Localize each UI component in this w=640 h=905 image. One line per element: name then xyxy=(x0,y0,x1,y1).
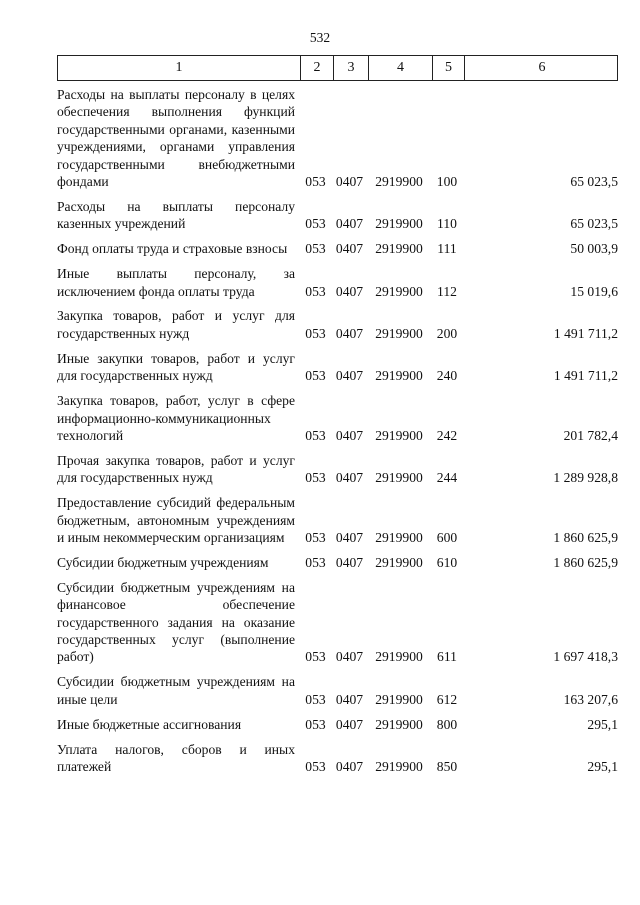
row-description: Закупка товаров, работ и услуг для государственных нужд xyxy=(57,308,295,341)
row-expense-type: 112 xyxy=(437,283,457,299)
row-expense-type: 240 xyxy=(436,368,458,384)
row-target-code: 2919900 xyxy=(375,758,423,774)
row-target-code: 2919900 xyxy=(375,427,423,443)
row-section-code: 0407 xyxy=(335,174,364,190)
row-description: Фонд оплаты труда и страховые взносы xyxy=(57,241,288,257)
row-amount: 1 491 711,2 xyxy=(553,368,618,384)
row-section-code: 0407 xyxy=(335,716,364,732)
row-expense-type: 600 xyxy=(436,529,458,545)
table-row xyxy=(57,86,618,190)
row-section-code: 0407 xyxy=(335,283,364,299)
row-amount: 1 860 625,9 xyxy=(553,529,618,545)
row-section-code: 0407 xyxy=(335,470,364,486)
row-description: Закупка товаров, работ, услуг в сфере информационно-коммуникационных технологий xyxy=(57,393,295,443)
row-target-code: 2919900 xyxy=(375,554,423,570)
row-ministry-code: 053 xyxy=(305,283,326,299)
row-expense-type: 850 xyxy=(436,758,458,774)
table-body xyxy=(57,86,618,783)
row-ministry-code: 053 xyxy=(305,716,326,732)
row-section-code: 0407 xyxy=(335,216,364,232)
table-row xyxy=(57,494,618,546)
row-section-code: 0407 xyxy=(335,691,364,707)
row-target-code: 2919900 xyxy=(375,325,423,341)
header-col-4: 4 xyxy=(368,56,432,80)
row-amount: 1 697 418,3 xyxy=(553,649,618,665)
row-expense-type: 100 xyxy=(436,174,458,190)
row-description: Субсидии бюджетным учреждениям на финансовое обеспечение государственного задания на оказание государственных услуг (выполнение работ) xyxy=(57,579,295,665)
row-target-code: 2919900 xyxy=(375,368,423,384)
row-description: Субсидии бюджетным учреждениям xyxy=(57,554,269,570)
table-row xyxy=(57,350,618,385)
row-description: Прочая закупка товаров, работ и услуг для государственных нужд xyxy=(57,452,295,486)
row-description: Иные закупки товаров, работ и услуг для государственных нужд xyxy=(57,350,295,384)
row-target-code: 2919900 xyxy=(375,216,423,232)
table-row xyxy=(57,392,618,444)
row-amount: 163 207,6 xyxy=(563,691,618,707)
row-description: Расходы на выплаты персоналу казенных учреждений xyxy=(57,198,295,232)
row-amount: 295,1 xyxy=(587,716,618,732)
table-row xyxy=(57,265,618,300)
row-section-code: 0407 xyxy=(335,529,364,545)
row-ministry-code: 053 xyxy=(305,554,326,570)
row-expense-type: 244 xyxy=(436,470,458,486)
row-section-code: 0407 xyxy=(335,325,364,341)
row-expense-type: 611 xyxy=(437,649,457,665)
row-section-code: 0407 xyxy=(335,758,364,774)
header-col-2: 2 xyxy=(300,56,333,80)
row-ministry-code: 053 xyxy=(305,691,326,707)
row-expense-type: 110 xyxy=(437,216,457,232)
row-ministry-code: 053 xyxy=(305,325,326,341)
header-col-5: 5 xyxy=(432,56,464,80)
page-number: 532 xyxy=(309,30,331,45)
row-amount: 1 289 928,8 xyxy=(553,470,618,486)
row-target-code: 2919900 xyxy=(375,529,423,545)
row-expense-type: 200 xyxy=(436,325,458,341)
row-ministry-code: 053 xyxy=(305,470,326,486)
row-target-code: 2919900 xyxy=(375,241,423,257)
table-row xyxy=(57,240,618,257)
row-amount: 295,1 xyxy=(587,758,618,774)
row-description: Иные выплаты персоналу, за исключением фонда оплаты труда xyxy=(57,266,295,299)
row-target-code: 2919900 xyxy=(375,283,423,299)
row-amount: 65 023,5 xyxy=(570,216,618,232)
row-description: Иные бюджетные ассигнования xyxy=(57,716,242,732)
row-amount: 201 782,4 xyxy=(563,427,618,443)
row-target-code: 2919900 xyxy=(375,470,423,486)
row-description: Уплата налогов, сборов и иных платежей xyxy=(57,741,295,774)
table-row xyxy=(57,673,618,708)
row-target-code: 2919900 xyxy=(375,649,423,665)
table-row xyxy=(57,554,618,571)
row-section-code: 0407 xyxy=(335,649,364,665)
row-expense-type: 800 xyxy=(436,716,458,732)
row-amount: 50 003,9 xyxy=(570,241,618,257)
row-expense-type: 111 xyxy=(437,241,457,257)
row-ministry-code: 053 xyxy=(305,174,326,190)
row-ministry-code: 053 xyxy=(305,758,326,774)
row-expense-type: 612 xyxy=(436,691,458,707)
row-target-code: 2919900 xyxy=(375,691,423,707)
row-amount: 1 491 711,2 xyxy=(553,325,618,341)
table-header xyxy=(57,55,618,81)
row-section-code: 0407 xyxy=(335,241,364,257)
header-col-6: 6 xyxy=(464,56,619,80)
row-ministry-code: 053 xyxy=(305,427,326,443)
table-row xyxy=(57,579,618,666)
row-amount: 15 019,6 xyxy=(570,283,618,299)
row-target-code: 2919900 xyxy=(375,174,423,190)
table-row xyxy=(57,198,618,233)
header-col-1: 1 xyxy=(175,60,183,75)
row-description: Предоставление субсидий федеральным бюджетным, автономным учреждениям и иным некоммерческим организациям xyxy=(57,495,295,545)
row-section-code: 0407 xyxy=(335,427,364,443)
table-row xyxy=(57,307,618,342)
row-ministry-code: 053 xyxy=(305,649,326,665)
row-section-code: 0407 xyxy=(335,554,364,570)
row-section-code: 0407 xyxy=(335,368,364,384)
row-ministry-code: 053 xyxy=(305,241,326,257)
table-row xyxy=(57,452,618,487)
row-description: Субсидии бюджетным учреждениям на иные цели xyxy=(57,674,295,707)
row-amount: 1 860 625,9 xyxy=(553,554,618,570)
row-ministry-code: 053 xyxy=(305,529,326,545)
row-amount: 65 023,5 xyxy=(570,174,618,190)
row-expense-type: 242 xyxy=(436,427,458,443)
row-target-code: 2919900 xyxy=(375,716,423,732)
header-col-3: 3 xyxy=(333,56,368,80)
row-ministry-code: 053 xyxy=(305,368,326,384)
row-ministry-code: 053 xyxy=(305,216,326,232)
table-row xyxy=(57,716,618,733)
row-expense-type: 610 xyxy=(436,554,458,570)
row-description: Расходы на выплаты персоналу в целях обеспечения выполнения функций государственными органами, казенными учреждениями, органами управления государственными внебюджетными фондами xyxy=(57,87,295,190)
table-row xyxy=(57,741,618,776)
